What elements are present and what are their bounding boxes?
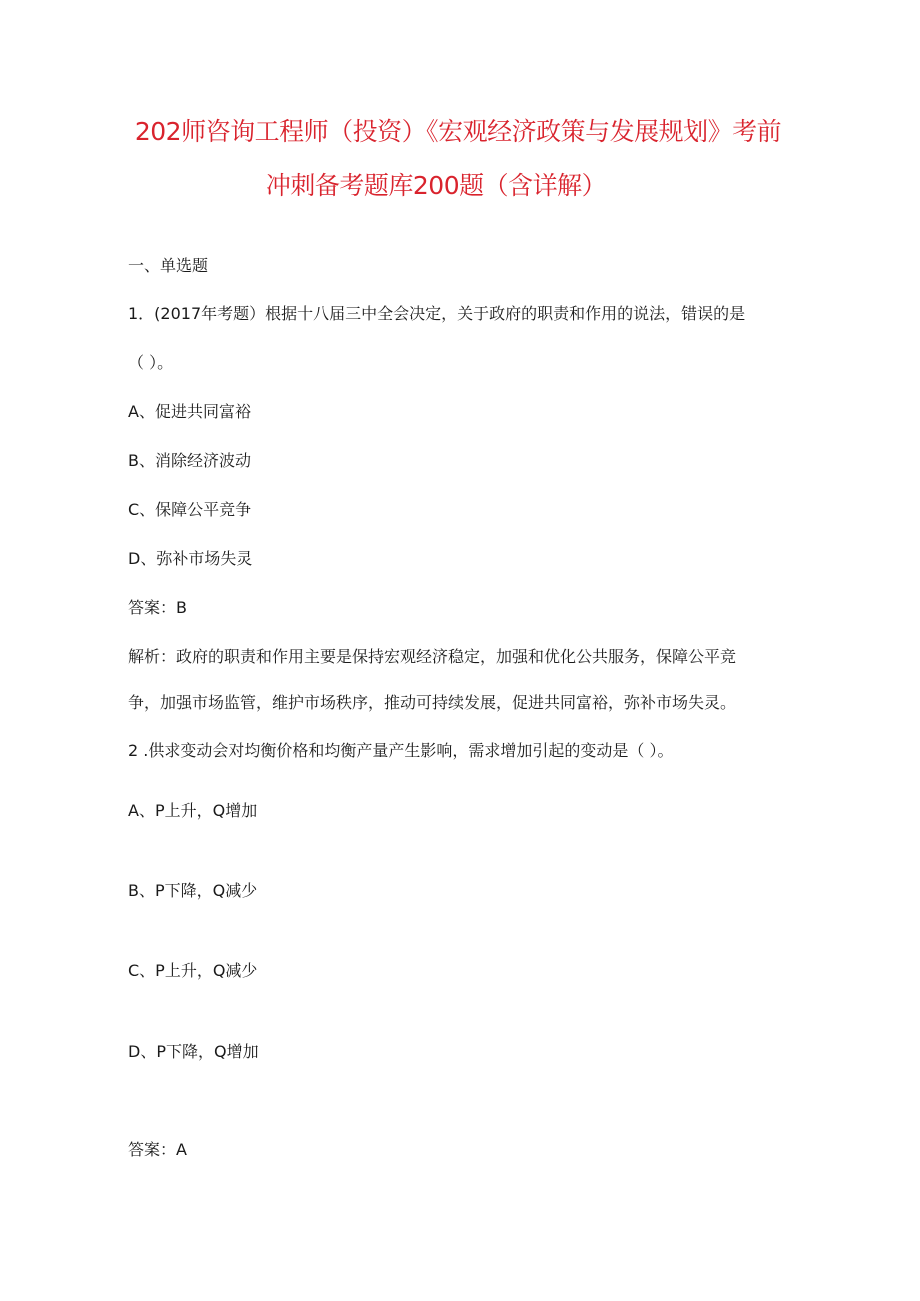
question-1-stem-line-1: 1．(2017年考题）根据十八届三中全会决定，关于政府的职责和作用的说法，错误的是 — [128, 304, 746, 323]
question-1-option-d: D、弥补市场失灵 — [128, 549, 253, 568]
question-1-analysis-line-2: 争，加强市场监管，维护市场秩序，推动可持续发展，促进共同富裕，弥补市场失灵。 — [128, 693, 737, 712]
question-2-answer: 答案：A — [128, 1140, 187, 1159]
question-2-stem-line-1: 2 .供求变动会对均衡价格和均衡产量产生影响，需求增加引起的变动是（ ）。 — [128, 741, 674, 760]
question-1-stem-line-2: （ ）。 — [128, 353, 174, 372]
question-2-option-d: D、P下降，Q增加 — [128, 1042, 259, 1061]
section-heading: 一、单选题 — [128, 256, 209, 275]
document-title-line-2: 冲刺备考题库200题（含详解） — [265, 171, 607, 200]
question-2-option-c: C、P上升，Q减少 — [128, 961, 258, 980]
question-1-option-a: A、促进共同富裕 — [128, 402, 251, 421]
question-1-analysis-line-1: 解析：政府的职责和作用主要是保持宏观经济稳定，加强和优化公共服务，保障公平竞 — [128, 647, 737, 666]
question-2-option-a: A、P上升，Q增加 — [128, 801, 258, 820]
question-1-option-b: B、消除经济波动 — [128, 451, 251, 470]
document-title-line-1: 202师咨询工程师（投资）《宏观经济政策与发展规划》考前 — [134, 117, 782, 146]
question-1-option-c: C、保障公平竞争 — [128, 500, 252, 519]
question-1-answer: 答案：B — [128, 598, 187, 617]
question-2-option-b: B、P下降，Q减少 — [128, 881, 258, 900]
